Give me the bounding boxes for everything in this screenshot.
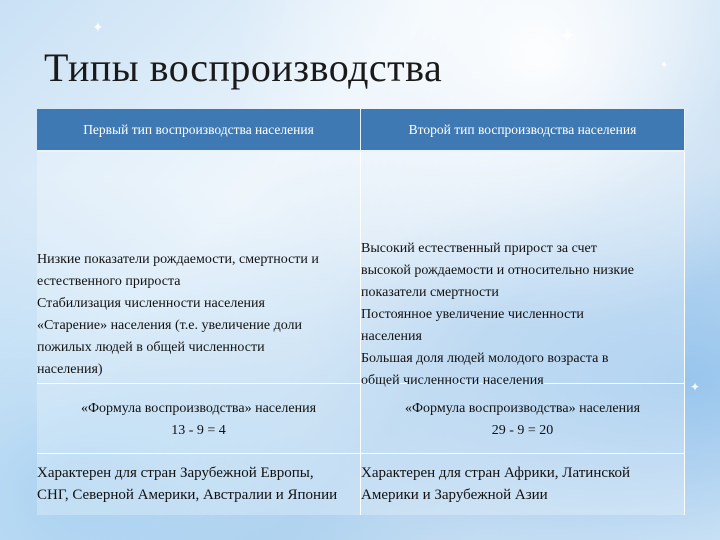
description-line: Высокий естественный прирост за счет [361, 241, 597, 256]
description-line: населения [361, 329, 422, 344]
sparkle-decoration: ✦ [92, 21, 104, 36]
header-second-type: Второй тип воспроизводства населения [361, 109, 685, 152]
description-line: высокой рождаемости и относительно низкие [361, 263, 634, 278]
sparkle-decoration: ✦ [560, 26, 576, 46]
header-first-type: Первый тип воспроизводства населения [37, 109, 361, 152]
description-line: общей численности населения [361, 373, 544, 388]
description-line: Постоянное увеличение численности [361, 307, 584, 322]
reproduction-types-table [37, 109, 685, 515]
regions-line: СНГ, Северной Америки, Австралии и Японии [37, 487, 338, 503]
first-type-regions [37, 454, 361, 515]
second-type-formula [361, 384, 685, 454]
formula-label: «Формула воспроизводства» населения [404, 401, 641, 416]
formula-value: 13 - 9 = 4 [171, 423, 226, 438]
description-line: пожилых людей в общей численности [37, 340, 265, 355]
description-line: «Старение» населения (т.е. увеличение доли [37, 318, 303, 333]
description-line: естественного прироста [37, 274, 181, 289]
description-line: Большая доля людей молодого возраста в [361, 351, 609, 366]
sparkle-decoration: ✦ [690, 380, 701, 394]
slide-title: Типы воспроизводства [44, 45, 443, 90]
description-line: Низкие показатели рождаемости, смертности и [37, 252, 319, 267]
first-type-description [37, 152, 361, 384]
formula-label: «Формула воспроизводства» населения [80, 401, 317, 416]
first-type-formula [37, 384, 361, 454]
description-line: Стабилизация численности населения [37, 296, 265, 311]
regions-line: Характерен для стран Африки, Латинской [361, 465, 631, 481]
sparkle-decoration: ✦ [660, 60, 669, 71]
second-type-description [361, 152, 685, 388]
description-line: показатели смертности [361, 285, 499, 300]
regions-line: Америки и Зарубежной Азии [361, 487, 548, 503]
formula-value: 29 - 9 = 20 [491, 423, 554, 438]
second-type-regions [361, 454, 685, 515]
description-line: населения) [37, 362, 103, 377]
regions-line: Характерен для стран Зарубежной Европы, [37, 465, 314, 481]
